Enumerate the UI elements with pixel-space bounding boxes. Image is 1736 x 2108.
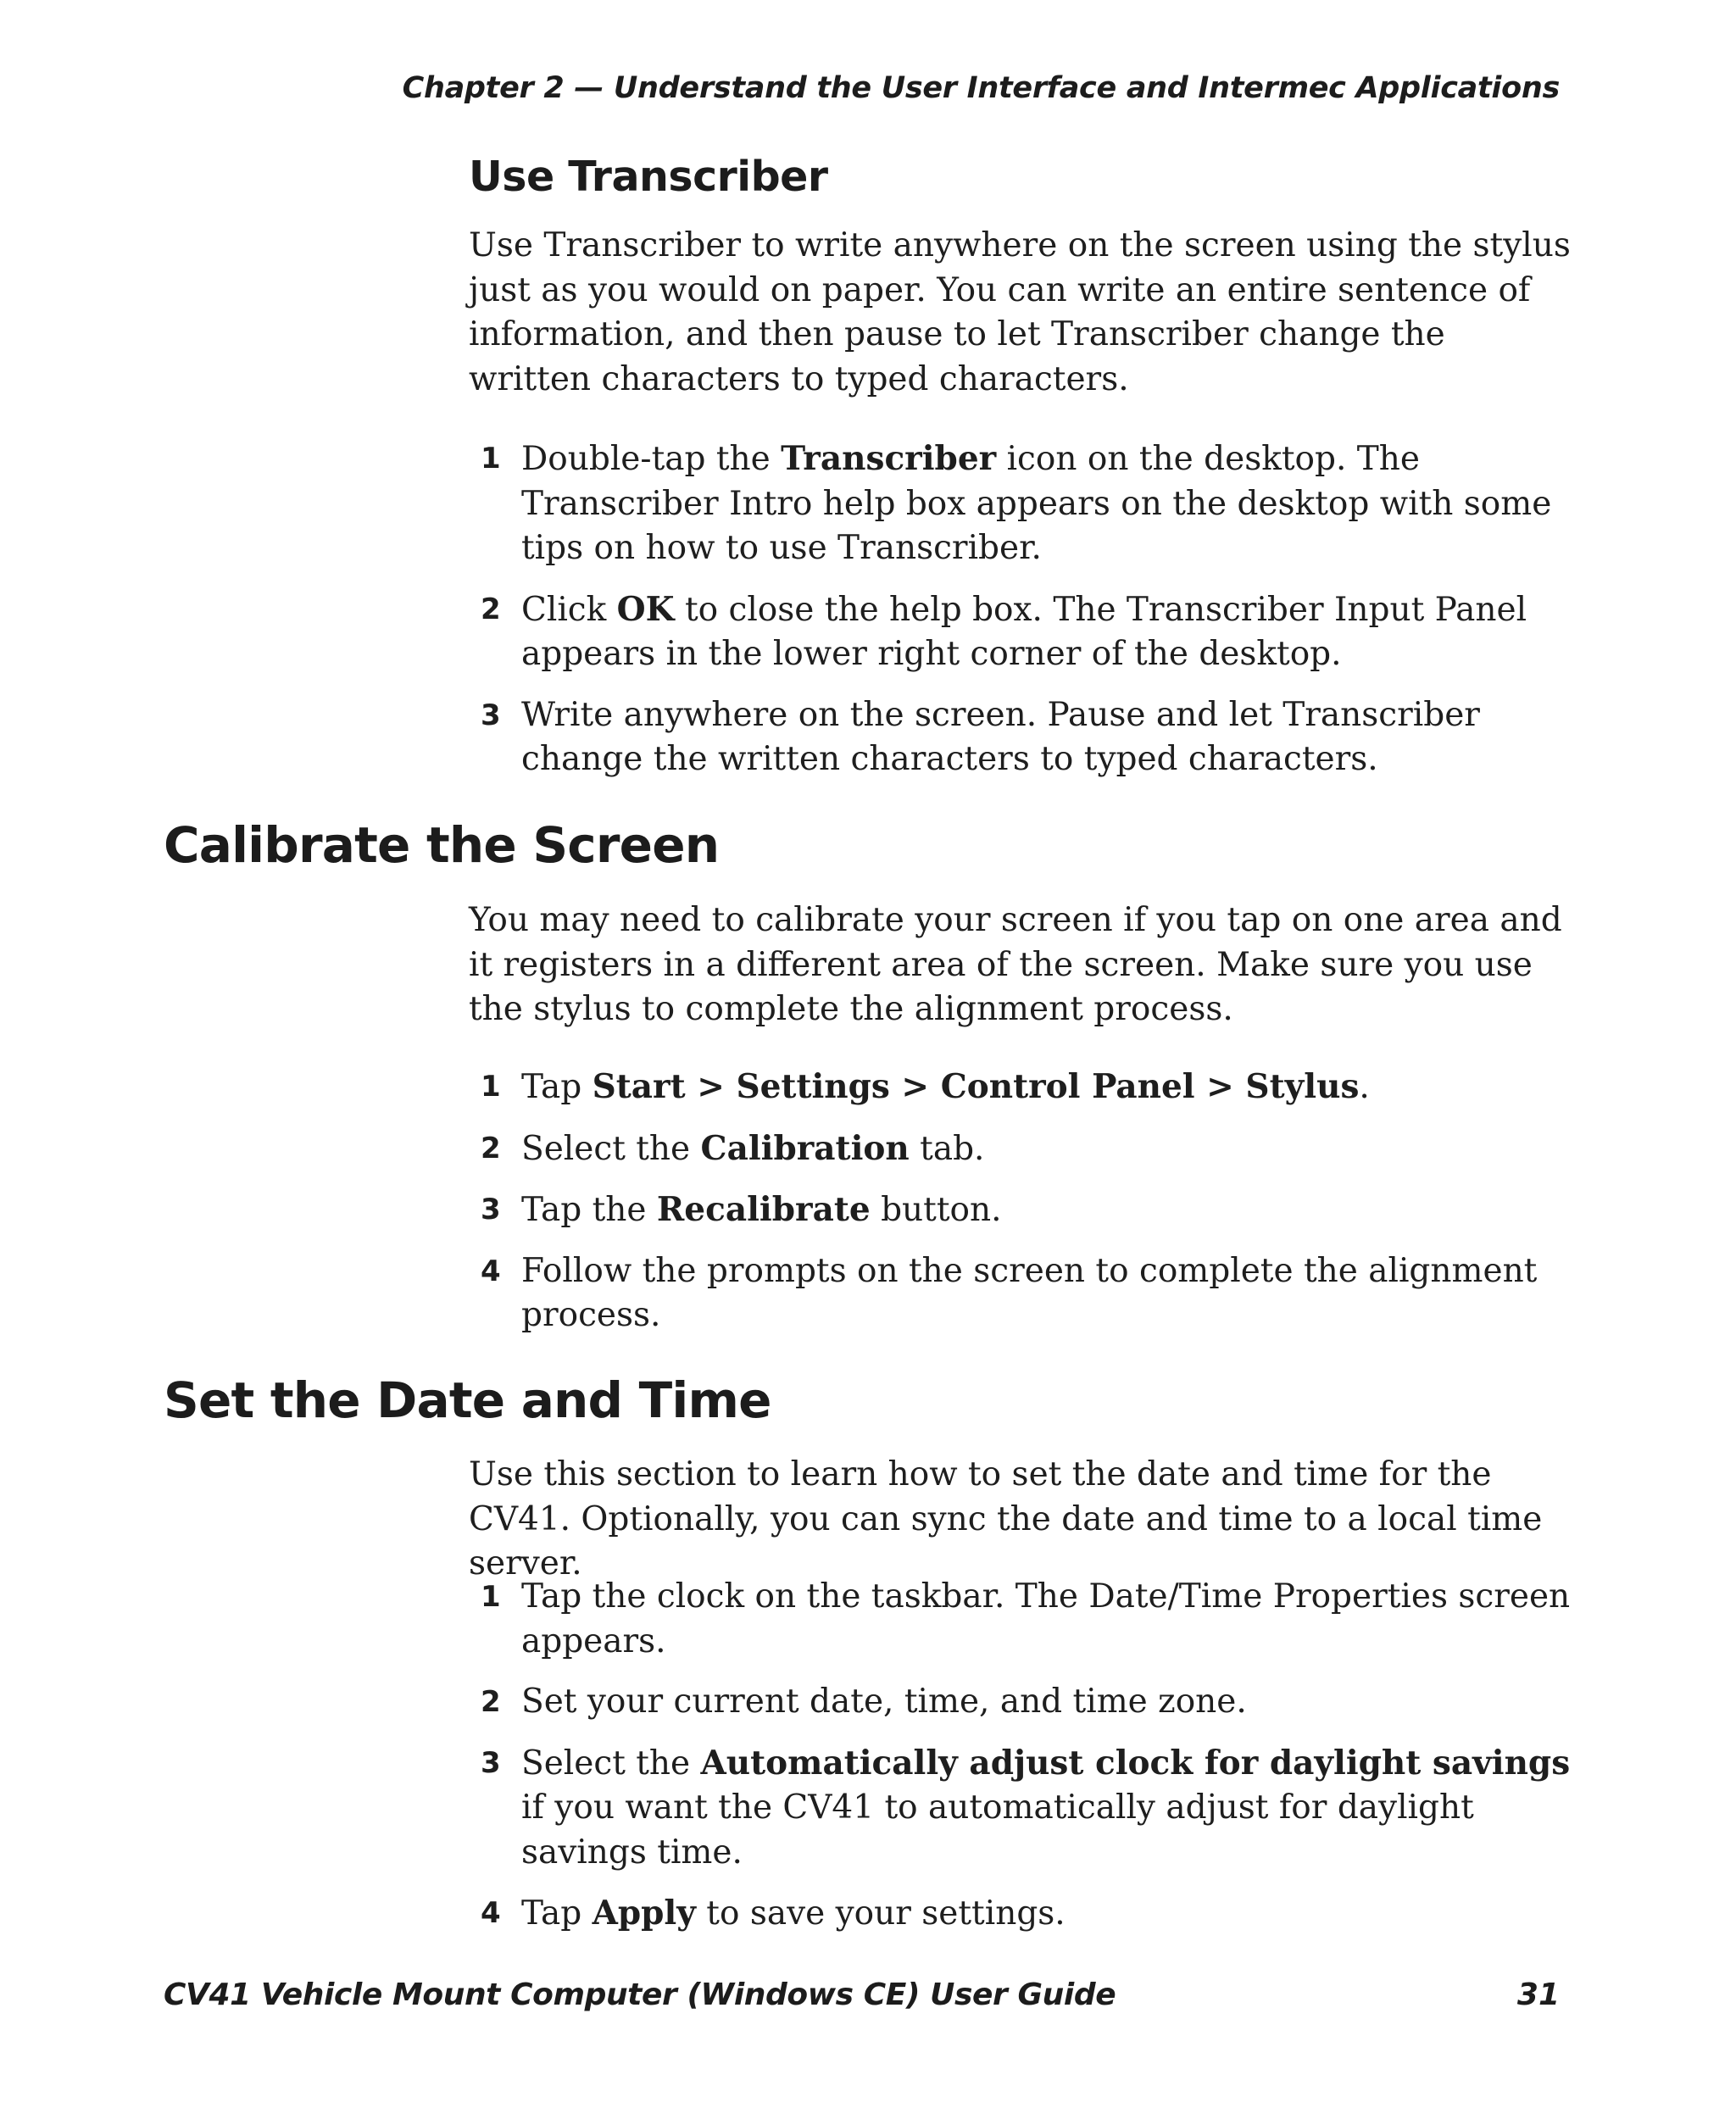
heading-set-date-time: Set the Date and Time	[164, 1371, 771, 1429]
transcriber-steps	[469, 437, 1571, 798]
step-number: 1	[481, 442, 501, 476]
datetime-steps	[469, 1575, 1571, 1953]
transcriber-intro: Use Transcriber to write anywhere on the screen using the stylus just as you would on paper. You can write an entire sentence of information, and then pause to let Transcriber change the written characters to typed characters.	[469, 226, 1571, 398]
step-number: 3	[481, 1745, 501, 1780]
step-text: to save your settings.	[695, 1894, 1066, 1933]
step-text: Double-tap the	[521, 440, 782, 478]
step-text: tab.	[909, 1129, 985, 1168]
step-item	[469, 1891, 1571, 1937]
step-text: Tap	[521, 1894, 593, 1933]
step-text: Tap the	[521, 1191, 657, 1229]
step-ui-label: Recalibrate	[656, 1190, 871, 1229]
calibrate-steps	[469, 1065, 1571, 1354]
step-number: 2	[481, 1131, 501, 1165]
step-ui-label: Calibration	[700, 1128, 910, 1168]
step-number: 2	[481, 592, 501, 626]
step-item	[469, 1741, 1571, 1876]
step-item	[469, 1187, 1571, 1233]
step-text: .	[1359, 1068, 1370, 1106]
footer-page-number: 31	[1516, 1977, 1560, 2012]
step-number: 1	[481, 1070, 501, 1104]
step-item	[469, 1065, 1571, 1110]
step-ui-label: OK	[616, 589, 675, 629]
heading-calibrate-screen: Calibrate the Screen	[164, 816, 720, 874]
step-text: icon on the desktop. The Transcriber Intro help box appears on the desktop with some tips on how to use Transcriber.	[521, 440, 1552, 567]
step-text: Tap the clock on the taskbar. The Date/Time Properties screen appears.	[521, 1577, 1571, 1660]
step-item	[469, 693, 1571, 782]
step-number: 3	[481, 698, 501, 732]
step-item	[469, 437, 1571, 571]
datetime-intro: Use this section to learn how to set the date and time for the CV41. Optionally, you can sync the date and time to a local time server.	[469, 1455, 1543, 1582]
step-text: Follow the prompts on the screen to complete the alignment process.	[521, 1251, 1538, 1334]
step-item	[469, 1575, 1571, 1664]
step-ui-label: Apply	[592, 1894, 696, 1933]
step-number: 4	[481, 1254, 501, 1288]
step-ui-label: Automatically adjust clock for daylight savings	[700, 1743, 1571, 1783]
step-ui-label: Start > Settings > Control Panel > Stylus	[592, 1067, 1360, 1106]
step-text: Set your current date, time, and time zone.	[521, 1683, 1247, 1721]
step-item	[469, 587, 1571, 677]
step-number: 3	[481, 1193, 501, 1226]
footer-guide-title: CV41 Vehicle Mount Computer (Windows CE) User Guide	[164, 1977, 1116, 2012]
step-number: 2	[481, 1685, 501, 1719]
step-item	[469, 1680, 1571, 1725]
step-text: button.	[870, 1191, 1002, 1229]
step-item	[469, 1249, 1571, 1338]
step-text: Write anywhere on the screen. Pause and let Transcriber change the written characters to typed characters.	[521, 695, 1480, 778]
step-text: Click	[521, 590, 617, 629]
running-head: Chapter 2 — Understand the User Interface and Intermec Applications	[402, 71, 1560, 105]
step-number: 1	[481, 1580, 501, 1614]
step-text: Select the	[521, 1744, 701, 1783]
heading-use-transcriber: Use Transcriber	[469, 153, 828, 201]
calibrate-intro: You may need to calibrate your screen if you tap on one area and it registers in a different area of the screen. Make sure you use the stylus to complete the alignment process.	[469, 901, 1562, 1028]
step-item	[469, 1126, 1571, 1172]
step-ui-label: Transcriber	[781, 439, 997, 478]
step-text: to close the help box. The Transcriber Input Panel appears in the lower right corner of the desktop.	[521, 590, 1527, 673]
step-text: Tap	[521, 1068, 593, 1106]
step-text: if you want the CV41 to automatically adjust for daylight savings time.	[521, 1788, 1474, 1872]
step-text: Select the	[521, 1129, 701, 1168]
step-number: 4	[481, 1896, 501, 1930]
